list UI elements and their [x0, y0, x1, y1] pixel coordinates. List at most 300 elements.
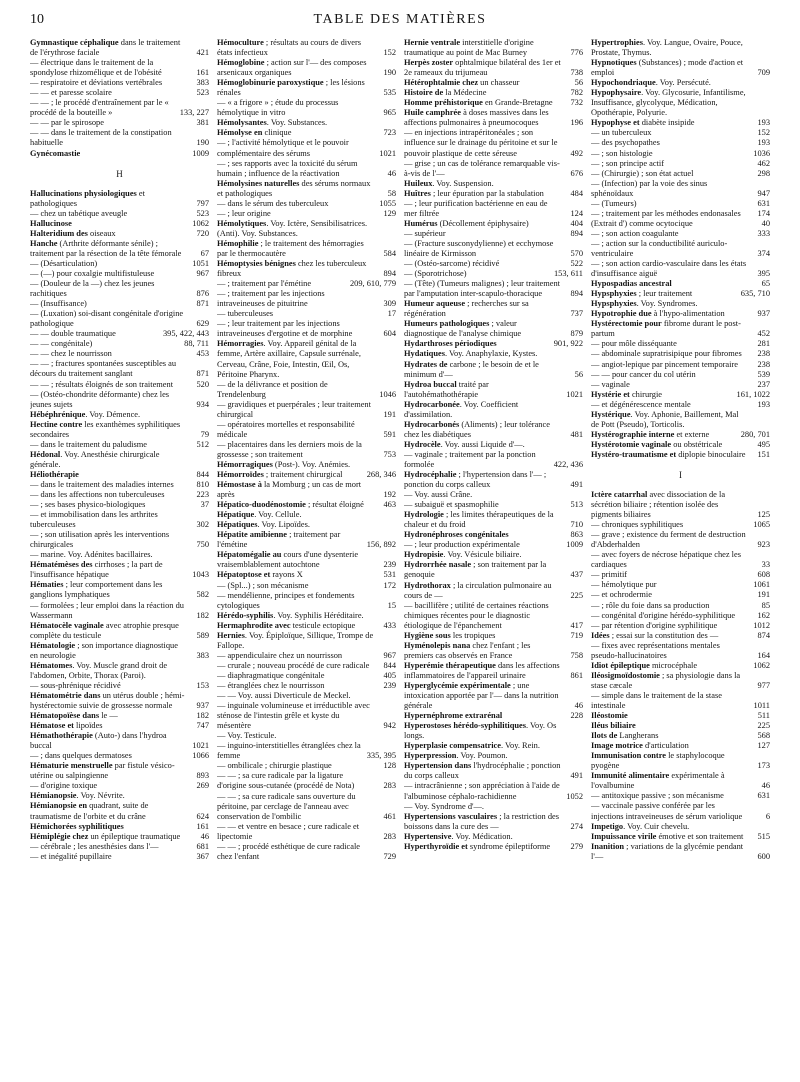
index-entry [30, 349, 209, 359]
index-entry [404, 229, 583, 239]
index-entry [591, 721, 770, 731]
entry-page: 570 [570, 248, 583, 258]
entry-page: 433 [383, 620, 396, 630]
index-entry [217, 611, 396, 621]
entry-page: 937 [196, 701, 209, 710]
index-entry [217, 259, 396, 279]
entry-text: — — ; sa cure radicale sans ouverture du péritoine, par cerclage de l'anneau avec conservation de l'ombilic [217, 791, 356, 821]
index-entry [404, 641, 583, 661]
index-entry [30, 269, 209, 279]
entry-page: 269 [196, 781, 209, 791]
index-entry [591, 611, 770, 621]
entry-page: 228 [570, 711, 583, 721]
entry-page: 33 [761, 560, 770, 570]
entry-page: 732 [570, 98, 583, 108]
index-entry [404, 279, 583, 299]
entry-text: Halteridium des oiseaux [30, 228, 116, 238]
entry-text: — abdominale supratrisipique pour fibromes [591, 349, 742, 359]
entry-text: — — Voy. aussi Diverticule de Meckel. [217, 691, 351, 701]
index-entry [404, 269, 583, 279]
index-entry [591, 751, 770, 771]
entry-page: 608 [757, 570, 770, 580]
index-entry [591, 179, 770, 199]
entry-text: — ; leur traitement par les injections intraveineuses d'ergotine et de morphine [217, 319, 353, 339]
entry-text: — — et ventre en besace ; cure radicale et lipectomie [217, 821, 360, 841]
entry-page: 164 [757, 650, 770, 660]
entry-text: Hépatico-duodénostomie ; résultat éloigné [217, 500, 364, 510]
entry-text: — et immobilisation dans les arthrites tuberculeuses [30, 510, 158, 530]
entry-text: Hypochondriaque. Voy. Persécuté. [591, 78, 711, 88]
entry-text: Hypotrophie due à l'hypo-alimentation [591, 309, 725, 319]
entry-page: 190 [196, 138, 209, 148]
entry-page: 523 [196, 208, 209, 218]
entry-text: — — double traumatique [30, 329, 116, 339]
entry-text: — diaphragmatique congénitale [217, 670, 325, 680]
entry-text: Immunisation contre le staphylocoque pyogène [591, 751, 725, 771]
index-entry [30, 470, 209, 480]
index-entry [591, 229, 770, 239]
entry-page: 161 [196, 821, 209, 831]
index-entry [217, 209, 396, 219]
entry-page: 437 [570, 570, 583, 580]
entry-page: 46 [761, 781, 770, 791]
index-entry [404, 500, 583, 510]
entry-page: 152 [757, 128, 770, 138]
entry-text: — (—) pour coxalgie multifistuleuse [30, 268, 155, 278]
entry-text: — chez un tabétique aveugle [30, 208, 128, 218]
entry-text: Hématométrie dans un utérus double ; hémi-hystérectomie suivie de grossesse normale [30, 690, 185, 710]
entry-page: 1011 [753, 701, 770, 710]
index-entry [217, 138, 396, 158]
entry-text: Hypophyse et diabète insipide [591, 118, 695, 128]
entry-page: 1043 [192, 570, 209, 580]
entry-text: — supérieur [404, 228, 446, 238]
entry-page: 894 [570, 289, 583, 299]
entry-page: 1021 [379, 148, 396, 158]
entry-text: — sous-phrénique récidivé [30, 680, 121, 690]
index-entry [30, 219, 209, 229]
entry-page: 223 [196, 490, 209, 500]
entry-page: 491 [570, 480, 583, 490]
entry-text: Hydarthroses périodiques [404, 339, 497, 349]
entry-text: Hémolysines naturelles des sérums normaux et pathologiques [217, 178, 371, 198]
entry-text: Hypospadias ancestral [591, 279, 672, 289]
entry-page: 1046 [379, 389, 396, 399]
entry-text: — ; leur production expérimentale [404, 540, 520, 550]
entry-page: 182 [196, 610, 209, 620]
entry-page: 515 [757, 831, 770, 841]
index-entry [30, 781, 209, 791]
entry-page: 280, 701 [740, 429, 770, 439]
entry-page: 37 [200, 500, 209, 510]
index-entry [217, 671, 396, 681]
entry-page: 582 [196, 590, 209, 600]
index-entry [591, 38, 770, 58]
entry-page: 776 [570, 48, 583, 58]
entry-text: — — dans le traitement de la constipation habituelle [30, 128, 172, 148]
entry-text: Hématocèle vaginale avec atrophie presque complète du testicule [30, 620, 179, 640]
entry-page: 522 [570, 259, 583, 269]
entry-page: 124 [570, 208, 583, 218]
entry-text: Hématurie menstruelle par fistule vésico-utérine ou salpingienne [30, 761, 175, 781]
entry-page: 238 [757, 359, 770, 369]
index-entry [591, 400, 770, 410]
entry-text: — opératoires mortelles et responsabilité médicale [217, 419, 355, 439]
index-entry [217, 520, 396, 530]
entry-page: 274 [570, 821, 583, 831]
entry-text: — un tuberculeux [591, 128, 652, 138]
entry-text: — marine. Voy. Adénites bacillaires. [30, 550, 153, 560]
entry-page: 133, 227 [179, 108, 209, 118]
entry-text: — (Tête) (Tumeurs malignes) ; leur traitement par l'amputation inter-scapulo-thoracique [404, 279, 560, 299]
entry-text: Hémathothérapie (Auto-) dans l'hydroa buccal [30, 731, 167, 751]
index-entry [404, 601, 583, 631]
entry-text: Hémorroïdes ; traitement chirurgical [217, 470, 343, 480]
entry-page: 1009 [566, 540, 583, 550]
entry-page: 1036 [753, 148, 770, 158]
entry-text: — avec foyers de nécrose hépatique chez les cardiaques [591, 550, 741, 570]
running-title: TABLE DES MATIÈRES [313, 12, 487, 27]
index-entry [30, 329, 209, 339]
entry-text: — (Spl...) ; son mécanisme [217, 580, 309, 590]
index-entry [217, 380, 396, 400]
entry-text: — intracrânienne ; son appréciation à l'aide de l'albuminose céphalo-rachidienne [404, 781, 560, 801]
index-entry [591, 490, 770, 520]
entry-text: — — pour cancer du col utérin [591, 369, 696, 379]
entry-text: Hydronéphroses congénitales [404, 530, 509, 540]
entry-page: 511 [757, 711, 770, 721]
index-entry [30, 259, 209, 269]
index-entry [404, 420, 583, 440]
entry-text: — ; action sur la conductibilité auriculo-ventriculaire [591, 238, 728, 258]
index-entry [217, 691, 396, 701]
index-entry [404, 440, 583, 450]
entry-page: 67 [200, 248, 209, 258]
index-entry [591, 219, 770, 229]
index-entry [217, 279, 396, 289]
entry-text: — ; leur purification bactérienne en eau de mer filtrée [404, 198, 548, 218]
index-entry [404, 319, 583, 339]
entry-text: Hypophysaire. Voy. Glycosurie, Infantilisme, Insuffisance, glycolyque, Médication, Opothérapie, Polyurie. [591, 88, 746, 118]
index-entry [404, 450, 583, 470]
entry-text: Hédonal. Voy. Anesthésie chirurgicale générale. [30, 449, 160, 469]
index-entry [217, 500, 396, 510]
entry-page: 934 [196, 399, 209, 409]
index-entry [591, 590, 770, 600]
index-entry [30, 490, 209, 500]
index-entry [217, 480, 396, 500]
entry-page: 568 [757, 731, 770, 741]
entry-text: — ombilicale ; chirurgie plastique [217, 761, 332, 771]
index-entry [217, 118, 396, 128]
index-entry [30, 510, 209, 530]
index-entry [404, 741, 583, 751]
index-entry [30, 209, 209, 219]
entry-text: — ; son action cardio-vasculaire dans les états d'insuffisance aiguë [591, 259, 747, 279]
entry-page: 453 [196, 349, 209, 359]
entry-page: 335, 395 [366, 751, 396, 761]
index-entry [404, 711, 583, 721]
index-entry [404, 239, 583, 259]
index-entry [217, 98, 396, 118]
entry-page: 404 [570, 218, 583, 228]
entry-text: Hystérie et chirurgie [591, 389, 663, 399]
entry-page: 589 [196, 630, 209, 640]
entry-text: Gymnastique céphalique dans le traitement de l'érythrose faciale [30, 38, 181, 58]
index-entry [30, 480, 209, 490]
entry-text: Hyperthyroïdie et syndrome épileptiforme [404, 841, 551, 851]
index-entry [30, 239, 209, 259]
entry-page: 710 [570, 520, 583, 530]
entry-text: Hémoglobine ; action sur l'— des composes arsenicaux organiques [217, 58, 367, 78]
entry-page: 367 [196, 851, 209, 861]
index-entry [404, 842, 583, 852]
index-entry [30, 751, 209, 761]
entry-page: 56 [574, 369, 583, 379]
index-entry [591, 741, 770, 751]
entry-text: Hypertensive. Voy. Médication. [404, 831, 513, 841]
entry-text: Hypsphyxies ; leur traitement [591, 289, 693, 299]
entry-page: 531 [383, 570, 396, 580]
entry-text: (Extrait d') comme ocytocique [591, 218, 693, 228]
entry-text: — et dégénérescence mentale [591, 399, 691, 409]
index-entry [404, 560, 583, 580]
index-entry [30, 390, 209, 410]
entry-page: 395, 422, 443 [162, 329, 209, 339]
entry-text: Hématologie ; son importance diagnostique en neurologie [30, 640, 178, 660]
index-entry [591, 239, 770, 259]
entry-text: Hectine contre les exanthèmes syphilitiques secondaires [30, 419, 181, 439]
index-entry [591, 349, 770, 359]
entry-page: 190 [383, 68, 396, 78]
index-entry [591, 360, 770, 370]
entry-text: Hémolytiques. Voy. Ictère, Sensibilisatrices. [217, 218, 368, 228]
entry-text: Hypertrophies. Voy. Langue, Ovaire, Pouce, Prostate, Thymus. [591, 38, 743, 58]
index-entry [591, 209, 770, 219]
index-entry [404, 98, 583, 108]
index-entry [591, 671, 770, 691]
entry-page: 85 [761, 600, 770, 610]
entry-text: Homme préhistorique en Grande-Bretagne [404, 98, 553, 108]
index-entry [217, 631, 396, 651]
entry-page: 283 [383, 781, 396, 791]
entry-page: 128 [383, 761, 396, 771]
entry-text: — inguino-interstitielles étranglées chez la femme [217, 741, 361, 761]
index-entry [30, 580, 209, 600]
index-entry [30, 560, 209, 580]
entry-text: Hépatomégalie au cours d'une dysenterie vraisemblablement autochtone [217, 550, 359, 570]
section-letter: I [679, 469, 682, 480]
entry-page: 965 [383, 108, 396, 118]
entry-page: 156, 892 [366, 540, 396, 550]
index-entry [30, 852, 209, 862]
entry-text: Hypnotiques (Substances) ; mode d'action et emploi [591, 58, 744, 78]
index-entry [591, 550, 770, 570]
entry-text: — dans le traitement du paludisme [30, 439, 147, 449]
index-entry [30, 691, 209, 711]
entry-text: Hallucinations physiologiques et pathologiques [30, 188, 145, 208]
entry-page: 6 [765, 811, 770, 821]
entry-page: 1055 [379, 198, 396, 208]
page-header [30, 12, 770, 32]
index-entry [591, 641, 770, 661]
index-entry [217, 420, 396, 440]
entry-page: 152 [383, 48, 396, 58]
index-entry [591, 711, 770, 721]
index-entry [30, 822, 209, 832]
index-entry [217, 58, 396, 78]
entry-text: Hypertensions vasculaires ; la restriction des boissons dans la cure des — [404, 811, 560, 831]
entry-text: Iléosigmoïdostomie ; sa physiologie dans la stase cæcale [591, 670, 741, 690]
index-entry [217, 179, 396, 199]
entry-page: 844 [383, 660, 396, 670]
index-entry [404, 199, 583, 219]
entry-text: — — congénitale) [30, 339, 93, 349]
index-entry [404, 812, 583, 832]
index-entry [30, 279, 209, 299]
entry-page: 383 [196, 650, 209, 660]
entry-text: — congénital d'origine hérédo-syphilitique [591, 610, 736, 620]
entry-page: 196 [570, 118, 583, 128]
index-entry [591, 430, 770, 440]
entry-page: 281 [757, 339, 770, 349]
index-entry [30, 309, 209, 329]
entry-text: Hanche (Arthrite déformante sénile) ; traitement par la résection de la tête fémorale [30, 238, 182, 258]
index-entry [217, 460, 396, 470]
index-entry [404, 38, 583, 58]
entry-page: 125 [757, 510, 770, 520]
entry-text: — grise ; un cas de tolérance remarquable vis-à-vis de l'— [404, 158, 560, 178]
index-entry [30, 299, 209, 309]
entry-page: 604 [383, 329, 396, 339]
index-entry [30, 450, 209, 470]
index-entry [591, 380, 770, 390]
entry-text: — et inégalité pupillaire [30, 851, 112, 861]
index-entry [217, 651, 396, 661]
entry-text: — ; son histologie [591, 148, 653, 158]
entry-text: Hépatique. Voy. Cellule. [217, 510, 302, 520]
entry-text: Hématémèses des cirrhoses ; la part de l'insuffisance hépatique [30, 560, 163, 580]
entry-page: 676 [570, 168, 583, 178]
index-entry [30, 601, 209, 621]
entry-text: — dans les affections non tuberculeuses [30, 490, 165, 500]
entry-page: 720 [196, 228, 209, 238]
entry-page: 750 [196, 540, 209, 550]
entry-page: 629 [196, 319, 209, 329]
index-entry [404, 189, 583, 199]
index-entry [217, 822, 396, 842]
entry-text: — gravidiques et puerpérales ; leur traitement chirurgical [217, 399, 371, 419]
entry-page: 162 [757, 610, 770, 620]
index-entry [217, 339, 396, 379]
entry-page: 283 [383, 831, 396, 841]
index-entry [591, 570, 770, 580]
entry-page: 584 [383, 248, 396, 258]
entry-page: 923 [757, 540, 770, 550]
index-column-4 [591, 38, 770, 1078]
index-entry [404, 550, 583, 560]
entry-text: Hyménolepis nana chez l'enfant ; les premiers cas observés en France [404, 640, 531, 660]
entry-text: Hystérotomie vaginale ou obstétricale [591, 439, 723, 449]
entry-text: — (Luxation) soi-disant congénitale d'origine pathologique [30, 309, 184, 329]
entry-text: — dans le sérum des tuberculeux [217, 198, 329, 208]
index-entry [591, 832, 770, 842]
entry-text: Histoire de la Médecine [404, 88, 487, 98]
entry-text: Hépatiques. Voy. Lipoïdes. [217, 520, 310, 530]
index-entry [217, 199, 396, 209]
entry-page: 225 [570, 590, 583, 600]
entry-text: — en injections intrapéritonéales ; son influence sur le drainage du péritoine et sur le pouvoir plastique de cette séreuse [404, 128, 558, 158]
index-entry [404, 400, 583, 420]
index-entry [30, 118, 209, 128]
index-entry [591, 279, 770, 289]
entry-page: 174 [757, 208, 770, 218]
index-entry [591, 259, 770, 279]
index-entry [217, 510, 396, 520]
index-entry [591, 691, 770, 711]
index-entry [404, 128, 583, 158]
index-entry [591, 771, 770, 791]
index-entry [217, 239, 396, 259]
index-entry [591, 58, 770, 78]
entry-text: — « a frigore » ; étude du processus hémolytique in vitro [217, 98, 339, 118]
entry-text: — Voy. Testicule. [217, 731, 277, 741]
index-entry [591, 309, 770, 319]
index-entry [404, 761, 583, 781]
entry-page: 374 [757, 248, 770, 258]
index-entry [217, 581, 396, 591]
index-entry [30, 661, 209, 681]
entry-text: — — chez le nourrisson [30, 349, 112, 359]
entry-text: — (Insuffisance) [30, 299, 87, 309]
entry-text: Hépatite amibienne ; traitement par l'émétine [217, 530, 341, 550]
index-entry [30, 88, 209, 98]
index-entry [30, 380, 209, 390]
entry-text: — ; traitement par les injections intraveineuses de pituitrine [217, 289, 325, 309]
index-entry [30, 621, 209, 641]
entry-page: 709 [757, 68, 770, 78]
entry-page: 422, 436 [553, 459, 583, 469]
entry-text: — de la délivrance et position de Trendelenburg [217, 379, 328, 399]
entry-page: 46 [574, 701, 583, 711]
entry-page: 239 [383, 560, 396, 570]
entry-text: Iléus biliaire [591, 721, 636, 731]
index-entry [591, 118, 770, 128]
entry-page: 15 [387, 600, 396, 610]
entry-text: Hématose et lipoïdes [30, 721, 103, 731]
index-entry [591, 631, 770, 641]
entry-text: — (Chirurgie) ; son état actuel [591, 168, 694, 178]
entry-page: 1012 [753, 620, 770, 630]
index-entry [404, 108, 583, 128]
entry-text: — (Douleur de la —) chez les jeunes rachitiques [30, 279, 155, 299]
entry-text: — par rétention d'origine syphilitique [591, 620, 718, 630]
entry-page: 738 [570, 68, 583, 78]
entry-page: 193 [757, 138, 770, 148]
entry-page: 65 [761, 279, 770, 289]
entry-page: 161, 1022 [736, 389, 770, 399]
entry-page: 753 [383, 449, 396, 459]
entry-page: 268, 346 [366, 470, 396, 480]
entry-text: — (Ostéo-sarcome) récidivé [404, 259, 500, 269]
index-entry [591, 791, 770, 801]
index-entry [404, 159, 583, 179]
entry-page: 298 [757, 168, 770, 178]
entry-page: 58 [387, 188, 396, 198]
entry-page: 871 [196, 369, 209, 379]
entry-text: Hypsphyxies. Voy. Syndromes. [591, 299, 698, 309]
index-entry [217, 741, 396, 761]
